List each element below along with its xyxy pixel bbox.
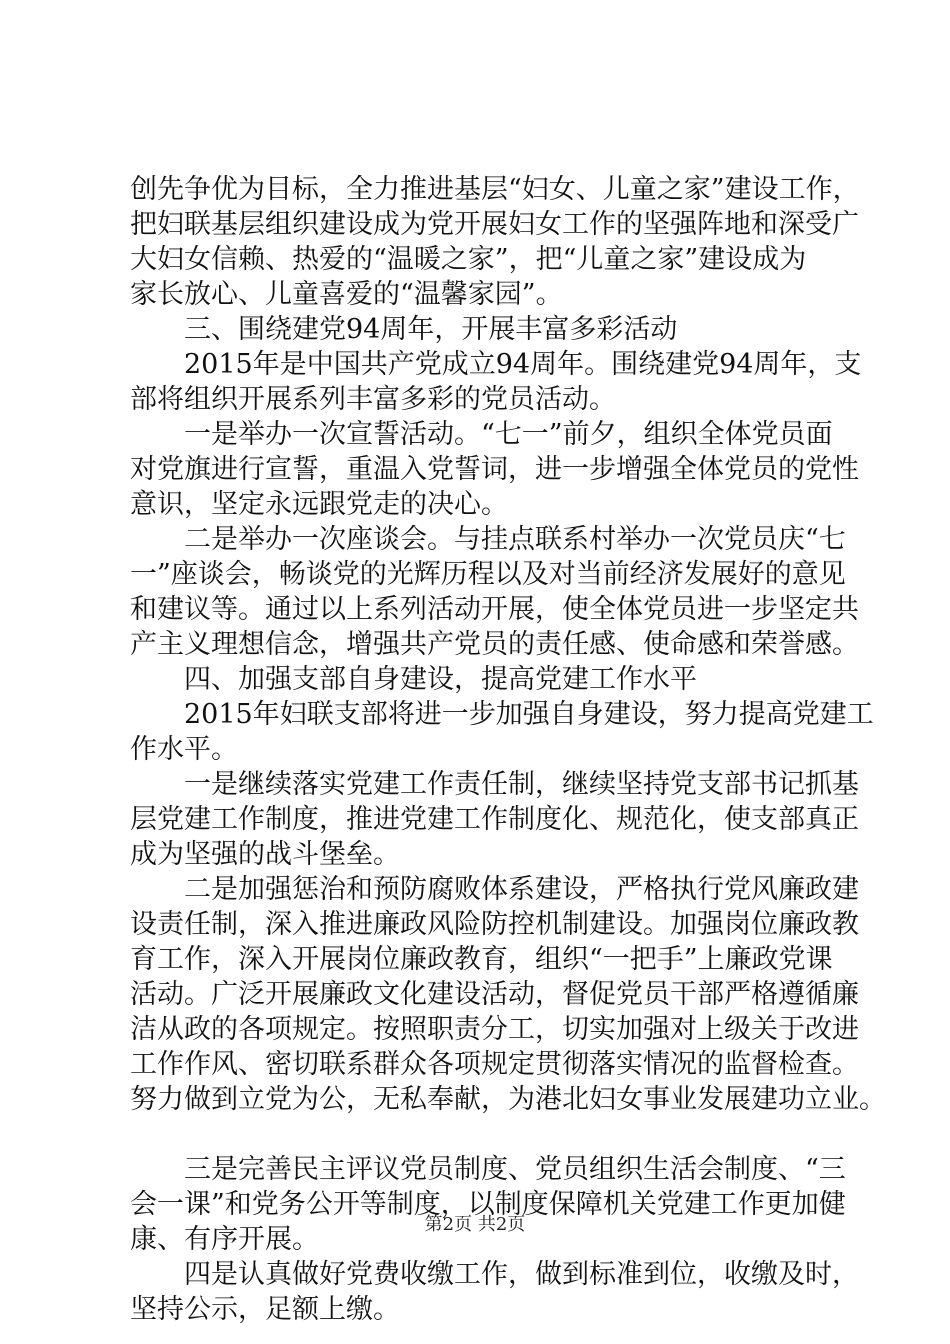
text-line: 洁从政的各项规定。按照职责分工，切实加强对上级关于改进 <box>130 1014 859 1045</box>
paragraph-start: 一是举办一次宣誓活动。“七一”前夕，组织全体党员面 <box>184 419 833 450</box>
paragraph-start: 四是认真做好党费收缴工作，做到标准到位，收缴及时， <box>184 1259 859 1290</box>
text-line: 意识，坚定永远跟党走的决心。 <box>130 489 508 520</box>
paragraph-start: 二是加强惩治和预防腐败体系建设，严格执行党风廉政建 <box>184 874 859 905</box>
section-heading: 三、围绕建党94周年，开展丰富多彩活动 <box>184 314 678 345</box>
paragraph-start: 2015年妇联支部将进一步加强自身建设，努力提高党建工 <box>184 699 874 730</box>
paragraph-start: 二是举办一次座谈会。与挂点联系村举办一次党员庆“七 <box>184 524 846 555</box>
text-line: 会一课”和党务公开等制度，以制度保障机关党建工作更加健 <box>130 1189 846 1220</box>
text-line: 作水平。 <box>130 734 238 765</box>
text-line: 把妇联基层组织建设成为党开展妇女工作的坚强阵地和深受广 <box>130 209 859 240</box>
text-line: 层党建工作制度，推进党建工作制度化、规范化，使支部真正 <box>130 804 859 835</box>
text-line: 大妇女信赖、热爱的“温暖之家”，把“儿童之家”建设成为 <box>130 244 807 275</box>
text-line: 努力做到立党为公，无私奉献，为港北妇女事业发展建功立业。 <box>130 1084 886 1115</box>
text-line: 育工作，深入开展岗位廉政教育，组织“一把手”上廉政党课 <box>130 944 833 975</box>
text-line: 康、有序开展。 <box>130 1224 319 1255</box>
paragraph-gap <box>130 1117 830 1152</box>
text-line: 家长放心、儿童喜爱的“温馨家园”。 <box>130 279 563 310</box>
paragraph-start: 2015年是中国共产党成立94周年。围绕建党94周年，支 <box>184 349 862 380</box>
page-footer: 第2页 共2页 <box>424 1214 526 1235</box>
document-body <box>130 172 886 1327</box>
section-heading: 四、加强支部自身建设，提高党建工作水平 <box>184 664 697 695</box>
text-line: 和建议等。通过以上系列活动开展，使全体党员进一步坚定共 <box>130 594 859 625</box>
text-line: 成为坚强的战斗堡垒。 <box>130 839 400 870</box>
paragraph-start: 一是继续落实党建工作责任制，继续坚持党支部书记抓基 <box>184 769 859 800</box>
text-line: 坚持公示，足额上缴。 <box>130 1294 400 1325</box>
paragraph-start: 三是完善民主评议党员制度、党员组织生活会制度、“三 <box>184 1154 846 1185</box>
text-line: 部将组织开展系列丰富多彩的党员活动。 <box>130 384 616 415</box>
text-line: 一”座谈会，畅谈党的光辉历程以及对当前经济发展好的意见 <box>130 559 846 590</box>
text-line: 产主义理想信念，增强共产党员的责任感、使命感和荣誉感。 <box>130 629 859 660</box>
text-line: 工作作风、密切联系群众各项规定贯彻落实情况的监督检查。 <box>130 1049 859 1080</box>
text-line: 创先争优为目标，全力推进基层“妇女、儿童之家”建设工作， <box>130 174 860 205</box>
text-line: 活动。广泛开展廉政文化建设活动，督促党员干部严格遵循廉 <box>130 979 859 1010</box>
text-line: 设责任制，深入推进廉政风险防控机制建设。加强岗位廉政教 <box>130 909 859 940</box>
text-line: 对党旗进行宣誓，重温入党誓词，进一步增强全体党员的党性 <box>130 454 859 485</box>
